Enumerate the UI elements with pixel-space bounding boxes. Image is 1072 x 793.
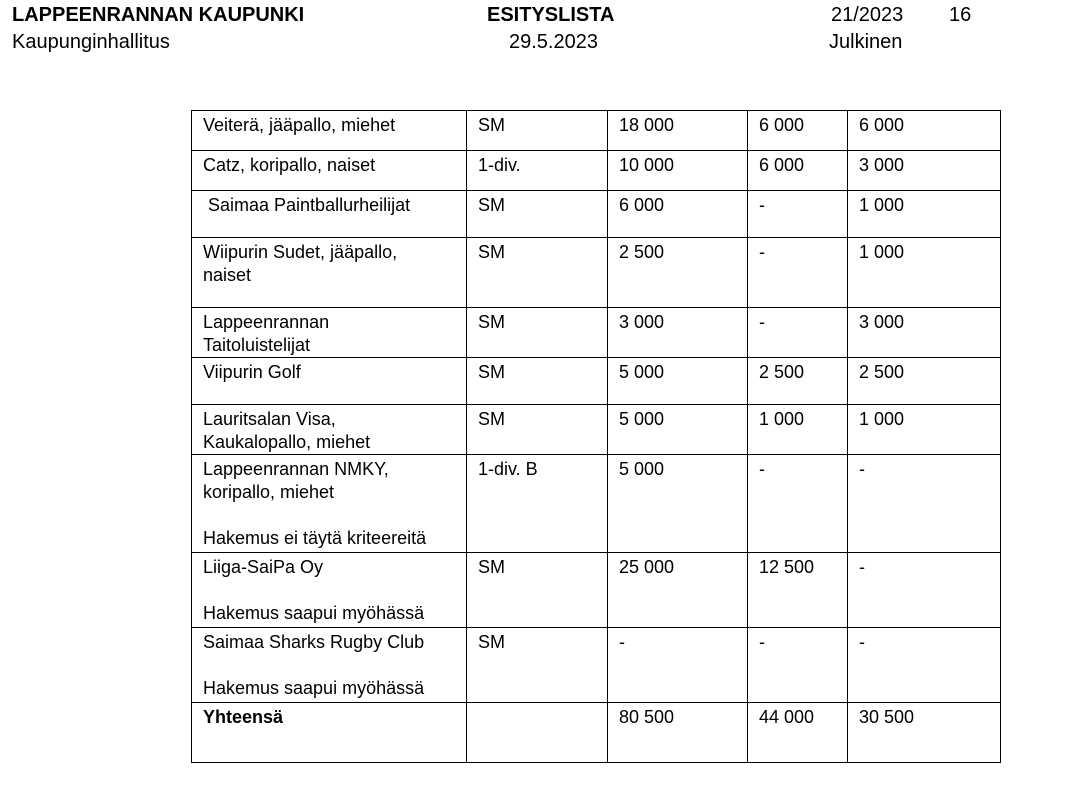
page-number: 16 <box>949 4 972 26</box>
club-name: Viipurin Golf <box>203 362 301 382</box>
table-row <box>192 308 1001 358</box>
table-row <box>192 111 1001 151</box>
level-cell: SM <box>467 553 608 628</box>
club-name-line: Kaukalopallo, miehet <box>203 432 371 452</box>
table-row <box>192 455 1001 553</box>
amount-c-cell: 6 000 <box>848 111 1001 151</box>
total-c-cell: 30 500 <box>848 703 1001 763</box>
application-note: Hakemus saapui myöhässä <box>203 603 425 623</box>
club-cell <box>192 455 467 553</box>
club-cell <box>192 238 467 308</box>
level-cell: SM <box>467 111 608 151</box>
club-name: Catz, koripallo, naiset <box>203 155 376 175</box>
club-name-line: Liiga-SaiPa Oy <box>203 557 324 577</box>
amount-c-cell: - <box>848 553 1001 628</box>
amount-b-cell: 2 500 <box>748 358 848 405</box>
level-cell: SM <box>467 628 608 703</box>
amount-c-cell: 1 000 <box>848 405 1001 455</box>
publicity-status: Julkinen <box>829 31 903 53</box>
total-level-cell <box>467 703 608 763</box>
club-name-line: koripallo, miehet <box>203 482 335 502</box>
amount-c-cell: 3 000 <box>848 151 1001 191</box>
application-note: Hakemus saapui myöhässä <box>203 678 425 698</box>
club-name-line: Wiipurin Sudet, jääpallo, <box>203 242 398 262</box>
organization-body: Kaupunginhallitus <box>12 31 170 53</box>
table-row <box>192 553 1001 628</box>
table-row <box>192 358 1001 405</box>
amount-c-cell: 1 000 <box>848 191 1001 238</box>
club-name: Saimaa Paintballurheilijat <box>203 195 411 215</box>
amount-a-cell: 5 000 <box>608 358 748 405</box>
total-label: Yhteensä <box>192 703 467 763</box>
amount-b-cell: 1 000 <box>748 405 848 455</box>
amount-a-cell: 18 000 <box>608 111 748 151</box>
club-name-line: Lappeenrannan NMKY, <box>203 459 389 479</box>
amount-a-cell: 25 000 <box>608 553 748 628</box>
document-number: 21/2023 <box>831 4 904 26</box>
organization-name: LAPPEENRANNAN KAUPUNKI <box>12 4 305 26</box>
amount-b-cell: - <box>748 308 848 358</box>
amount-c-cell: 1 000 <box>848 238 1001 308</box>
amount-b-cell: - <box>748 455 848 553</box>
grants-table <box>191 110 1001 763</box>
level-cell: SM <box>467 238 608 308</box>
amount-c-cell: 2 500 <box>848 358 1001 405</box>
grants-table-body <box>192 111 1001 763</box>
total-a-cell: 80 500 <box>608 703 748 763</box>
document-date: 29.5.2023 <box>509 31 598 53</box>
club-name-line: Lauritsalan Visa, <box>203 409 336 429</box>
amount-b-cell: 6 000 <box>748 111 848 151</box>
table-row <box>192 405 1001 455</box>
amount-a-cell: 5 000 <box>608 405 748 455</box>
club-cell <box>192 151 467 191</box>
club-name-line: naiset <box>203 265 252 285</box>
amount-a-cell: 6 000 <box>608 191 748 238</box>
club-name-line: Saimaa Sharks Rugby Club <box>203 632 425 652</box>
amount-b-cell: - <box>748 191 848 238</box>
table-row <box>192 628 1001 703</box>
document-type: ESITYSLISTA <box>487 4 615 26</box>
level-cell: SM <box>467 358 608 405</box>
club-cell <box>192 358 467 405</box>
amount-a-cell: - <box>608 628 748 703</box>
table-row <box>192 191 1001 238</box>
club-name: Veiterä, jääpallo, miehet <box>203 115 396 135</box>
amount-b-cell: - <box>748 238 848 308</box>
amount-c-cell: 3 000 <box>848 308 1001 358</box>
club-cell <box>192 405 467 455</box>
level-cell: SM <box>467 405 608 455</box>
amount-c-cell: - <box>848 455 1001 553</box>
level-cell: 1-div. <box>467 151 608 191</box>
amount-a-cell: 3 000 <box>608 308 748 358</box>
level-cell: SM <box>467 191 608 238</box>
amount-b-cell: 6 000 <box>748 151 848 191</box>
club-cell <box>192 628 467 703</box>
club-cell <box>192 308 467 358</box>
amount-a-cell: 10 000 <box>608 151 748 191</box>
table-row <box>192 238 1001 308</box>
club-name-line: Taitoluistelijat <box>203 335 311 355</box>
club-cell <box>192 553 467 628</box>
table-row <box>192 151 1001 191</box>
amount-b-cell: - <box>748 628 848 703</box>
amount-a-cell: 2 500 <box>608 238 748 308</box>
amount-a-cell: 5 000 <box>608 455 748 553</box>
level-cell: 1-div. B <box>467 455 608 553</box>
level-cell: SM <box>467 308 608 358</box>
club-cell <box>192 111 467 151</box>
total-b-cell: 44 000 <box>748 703 848 763</box>
amount-c-cell: - <box>848 628 1001 703</box>
total-row <box>192 703 1001 763</box>
application-note: Hakemus ei täytä kriteereitä <box>203 528 427 548</box>
amount-b-cell: 12 500 <box>748 553 848 628</box>
club-name-line: Lappeenrannan <box>203 312 330 332</box>
club-cell <box>192 191 467 238</box>
